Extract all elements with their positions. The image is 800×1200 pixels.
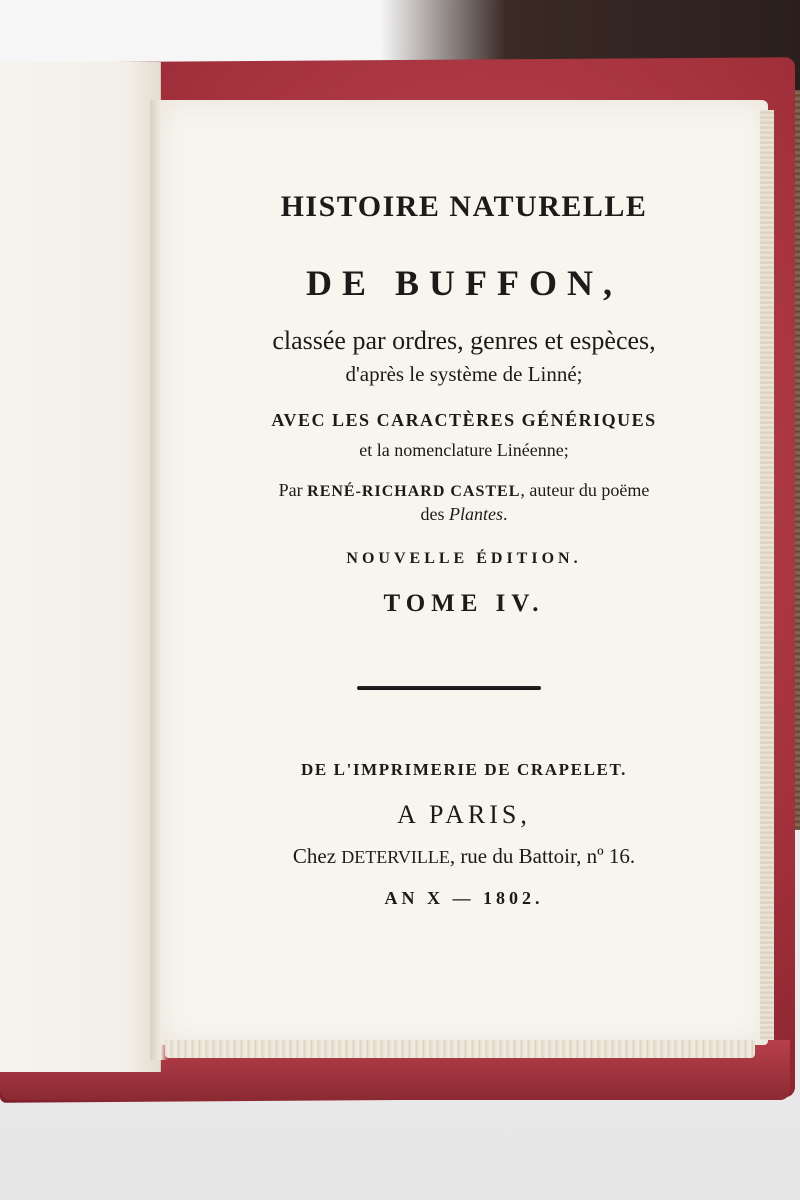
characters-line: AVEC LES CARACTÈRES GÉNÉRIQUES <box>271 410 657 430</box>
printer-line: DE L'IMPRIMERIE DE CRAPELET. <box>301 760 627 779</box>
poem-prefix: des <box>420 504 445 524</box>
publisher-address: , rue du Battoir, nº 16. <box>449 844 636 868</box>
book-title-line1: HISTOIRE NATURELLE <box>280 190 648 223</box>
book-title-line2: DE BUFFON, <box>306 263 622 303</box>
publisher-prefix: Chez <box>292 844 337 868</box>
author-prefix: Par <box>278 480 303 500</box>
poem-suffix: . <box>503 504 508 524</box>
author-name: RENÉ-RICHARD CASTEL <box>307 483 521 500</box>
publisher-line <box>160 844 768 869</box>
poem-title: Plantes <box>449 504 503 524</box>
subtitle-line2: d'après le système de Linné; <box>345 362 583 386</box>
volume-label: TOME IV. <box>383 590 545 617</box>
subtitle-line1: classée par ordres, genres et espèces, <box>272 326 656 355</box>
decorative-rule <box>357 686 541 690</box>
publisher-name: DETERVILLE <box>341 847 450 867</box>
page-bottom-edge <box>165 1040 755 1058</box>
author-suffix: , auteur du poëme <box>520 480 650 500</box>
date-line: AN X — 1802. <box>384 888 544 908</box>
city-line: A PARIS, <box>397 800 531 829</box>
poem-line <box>160 504 768 525</box>
edition-label: NOUVELLE ÉDITION. <box>346 550 582 567</box>
author-line <box>160 480 768 501</box>
flyleaf-page <box>0 62 161 1072</box>
nomenclature-line: et la nomenclature Linéenne; <box>359 440 569 460</box>
